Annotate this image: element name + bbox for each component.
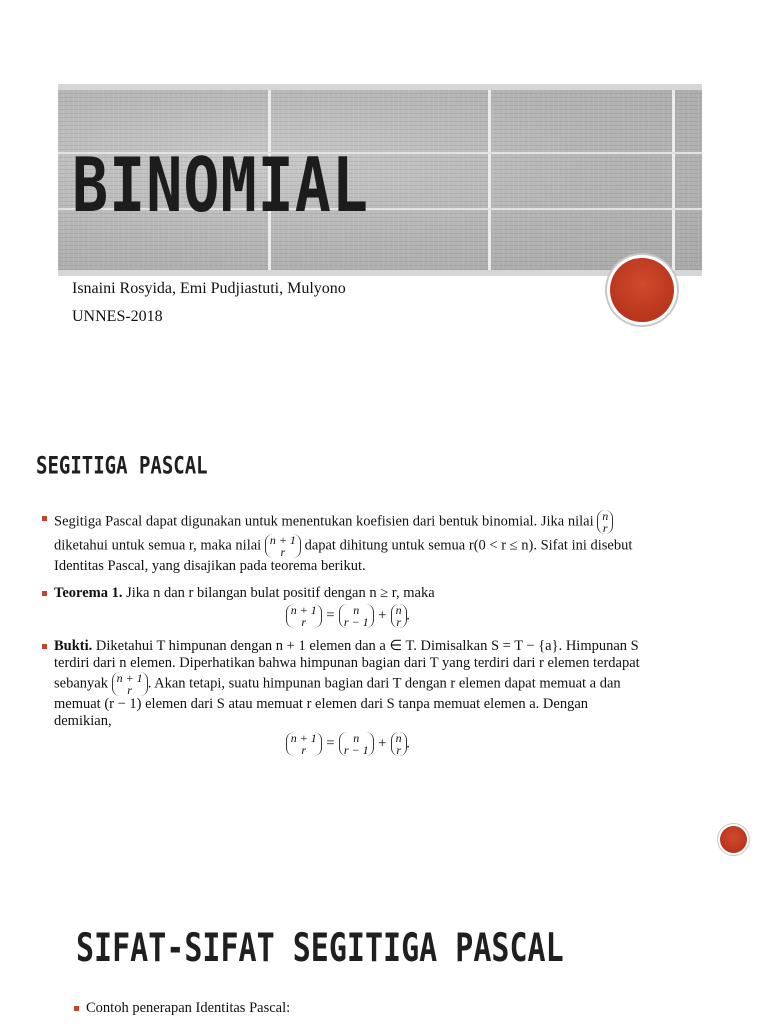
bullet-item xyxy=(42,638,642,756)
decorative-circle xyxy=(720,826,747,853)
slide-title: BINOMIAL xyxy=(72,142,369,230)
bullet-text: diketahui untuk semua r, maka nilai xyxy=(54,537,262,554)
pascal-identity: n + 1 r = n r − 1 + n r . xyxy=(54,604,642,628)
bullet-list xyxy=(74,1000,674,1027)
pascal-identity: n + 1 r = n r − 1 + n r . xyxy=(54,732,642,756)
bullet-text: . Akan tetapi, suatu himpunan bagian dari T dengan r elemen dapat memuat a dan memuat (r − 1) elemen dari S atau memuat r elemen dari S tanpa memuat elemen a. Dengan demikian, xyxy=(54,675,621,729)
bullet-text: Contoh penerapan Identitas Pascal: xyxy=(86,1000,291,1016)
banner-texture xyxy=(488,90,491,270)
properties-slide xyxy=(0,900,768,1024)
bullet-item xyxy=(42,585,642,628)
banner-texture xyxy=(672,90,675,270)
title-slide xyxy=(0,0,768,380)
authors: Isnaini Rosyida, Emi Pudjiastuti, Mulyono xyxy=(72,280,346,297)
binomial-coefficient: n + 1 r xyxy=(265,534,301,558)
bullet-item xyxy=(74,1000,674,1017)
pascal-slide xyxy=(0,410,768,850)
slide-heading: SIFAT-SIFAT SEGITIGA PASCAL xyxy=(76,926,564,972)
bullet-item xyxy=(42,510,642,575)
binomial-coefficient: n r xyxy=(597,510,613,534)
binomial-coefficient: n + 1 r xyxy=(112,672,148,696)
slide-heading: SEGITIGA PASCAL xyxy=(36,452,208,480)
bullet-text: Jika n dan r bilangan bulat positif dengan n ≥ r, maka xyxy=(126,585,435,601)
institution-year: UNNES-2018 xyxy=(72,308,163,325)
title-banner xyxy=(58,84,702,276)
bullet-text: dapat dihitung untuk semua r(0 < r ≤ n). Sifat ini disebut Identitas Pascal, yang disajikan pada teorema berikut. xyxy=(54,537,633,574)
bullet-text: Segitiga Pascal dapat digunakan untuk menentukan koefisien dari bentuk binomial. Jika nilai xyxy=(54,513,594,530)
proof-label: Bukti. xyxy=(54,638,93,654)
theorem-label: Teorema 1. xyxy=(54,585,123,601)
bullet-list xyxy=(42,510,642,766)
decorative-circle xyxy=(610,258,674,322)
bullet-text: Diketahui T himpunan dengan n + 1 elemen dan a ∈ T. Dimisalkan S = T − {a}. Himpunan S terdiri dari n elemen. Diperhatikan bahwa himpunan bagian dari T yang terdiri dari r elemen terdapat sebanyak xyxy=(54,638,640,692)
